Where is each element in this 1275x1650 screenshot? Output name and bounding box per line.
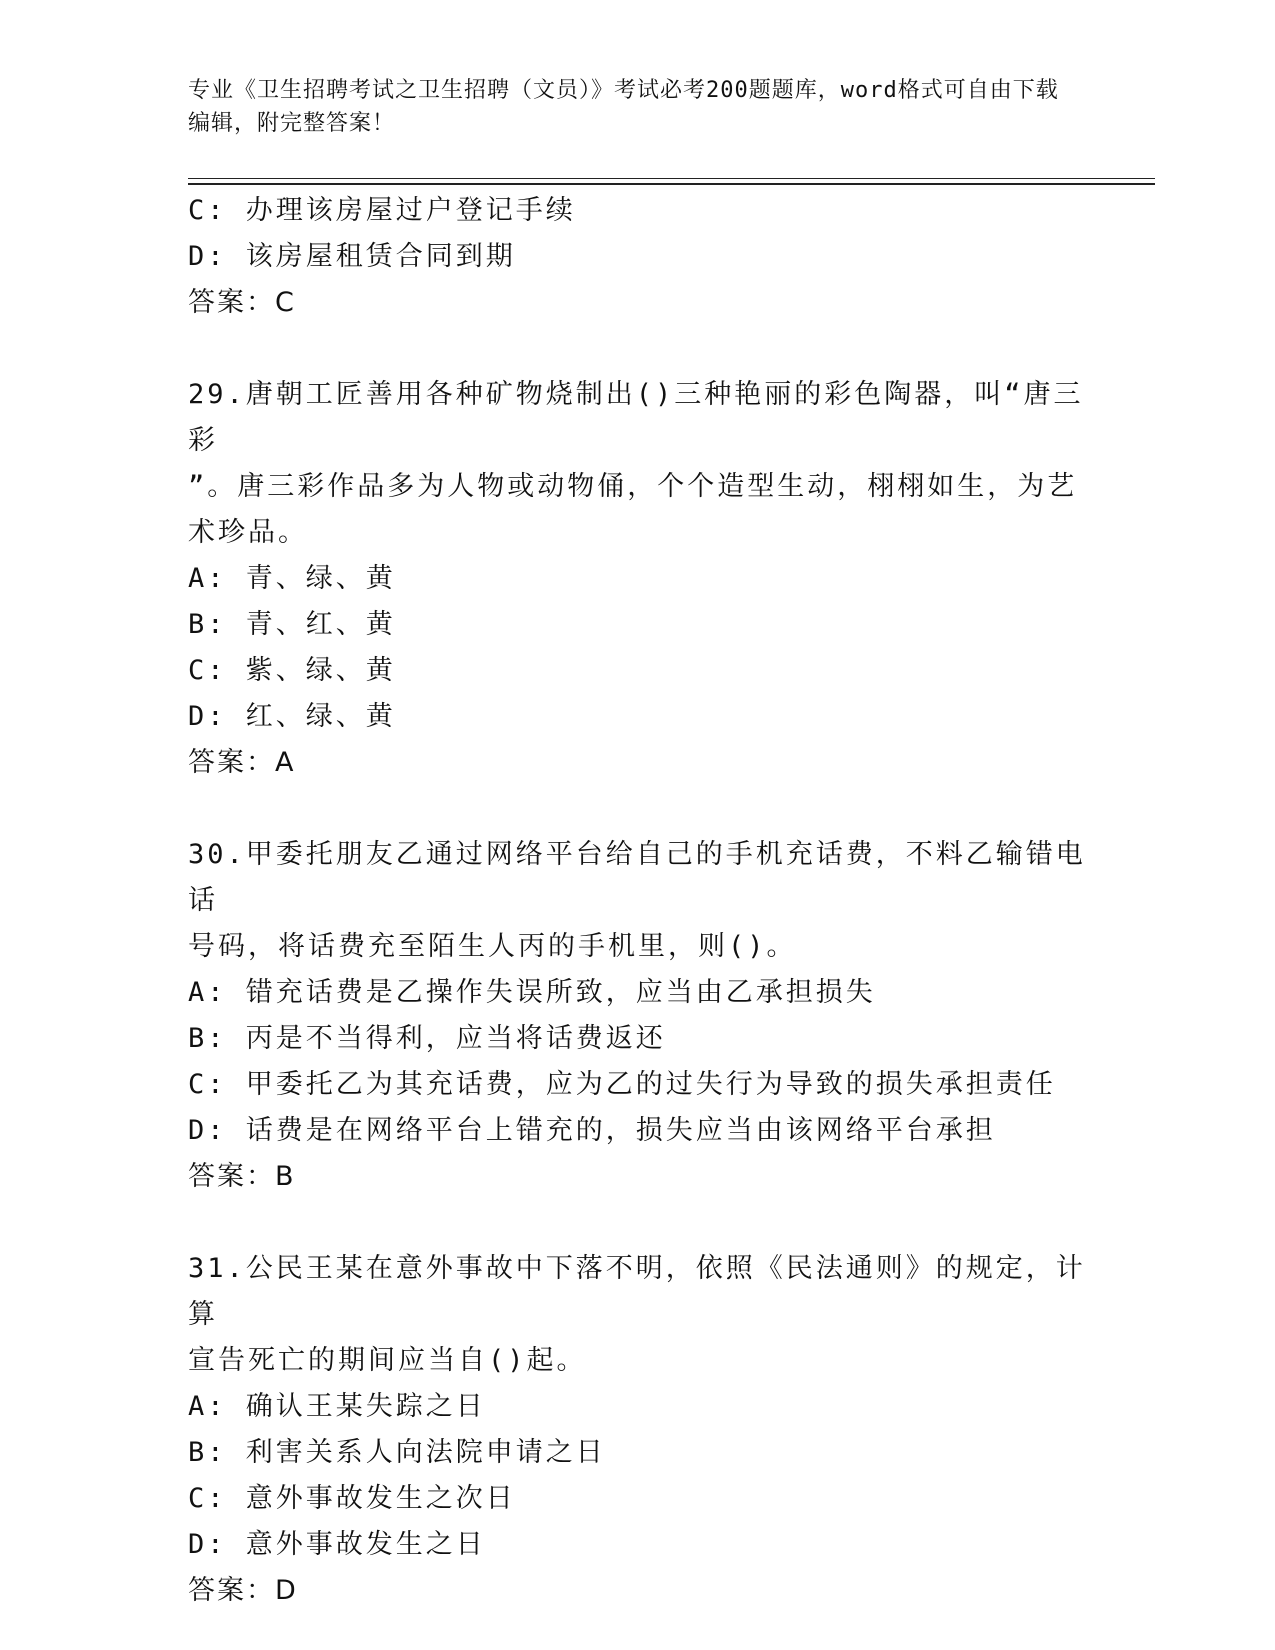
option-a: A: 确认王某失踪之日 bbox=[188, 1391, 486, 1422]
option-d: D: 意外事故发生之日 bbox=[188, 1529, 486, 1560]
document-header: 专业《卫生招聘考试之卫生招聘（文员）》考试必考200题题库，word格式可自由下载编辑，附完整答案！ bbox=[188, 78, 1059, 136]
question-list bbox=[188, 188, 1088, 1614]
option-d: D: 该房屋租赁合同到期 bbox=[188, 241, 516, 272]
question-stem-line: 宣告死亡的期间应当自()起。 bbox=[188, 1345, 587, 1376]
spacer bbox=[188, 326, 1088, 372]
option-d: D: 话费是在网络平台上错充的，损失应当由该网络平台承担 bbox=[188, 1115, 996, 1146]
spacer bbox=[188, 786, 1088, 832]
option-c: C: 办理该房屋过户登记手续 bbox=[188, 195, 576, 226]
option-a: A: 错充话费是乙操作失误所致，应当由乙承担损失 bbox=[188, 977, 876, 1008]
question-stem-line: 29.唐朝工匠善用各种矿物烧制出()三种艳丽的彩色陶器，叫“唐三彩 bbox=[188, 379, 1084, 456]
question-stem-line: 30.甲委托朋友乙通过网络平台给自己的手机充话费，不料乙输错电话 bbox=[188, 839, 1086, 916]
spacer bbox=[188, 1200, 1088, 1246]
option-b: B: 丙是不当得利，应当将话费返还 bbox=[188, 1023, 666, 1054]
option-b: B: 利害关系人向法院申请之日 bbox=[188, 1437, 606, 1468]
question-continuation bbox=[188, 188, 1088, 326]
option-a: A: 青、绿、黄 bbox=[188, 563, 396, 594]
header-rule-thin bbox=[188, 178, 1155, 179]
option-d: D: 红、绿、黄 bbox=[188, 701, 396, 732]
option-b: B: 青、红、黄 bbox=[188, 609, 396, 640]
answer-line: 答案：D bbox=[188, 1575, 298, 1606]
option-c: C: 甲委托乙为其充话费，应为乙的过失行为导致的损失承担责任 bbox=[188, 1069, 1056, 1100]
question-stem-line: 号码，将话费充至陌生人丙的手机里，则()。 bbox=[188, 931, 797, 962]
answer-line: 答案：B bbox=[188, 1161, 296, 1192]
option-c: C: 意外事故发生之次日 bbox=[188, 1483, 516, 1514]
question-stem-line: 31.公民王某在意外事故中下落不明，依照《民法通则》的规定，计算 bbox=[188, 1253, 1086, 1330]
question-29 bbox=[188, 372, 1088, 786]
question-stem-line: ”。唐三彩作品多为人物或动物俑，个个造型生动，栩栩如生，为艺 bbox=[188, 471, 1078, 502]
option-c: C: 紫、绿、黄 bbox=[188, 655, 396, 686]
answer-line: 答案：C bbox=[188, 287, 296, 318]
question-30 bbox=[188, 832, 1088, 1200]
question-stem-line: 术珍品。 bbox=[188, 517, 308, 548]
answer-line: 答案：A bbox=[188, 747, 296, 778]
question-31 bbox=[188, 1246, 1088, 1614]
header-rule-thick bbox=[188, 183, 1155, 185]
